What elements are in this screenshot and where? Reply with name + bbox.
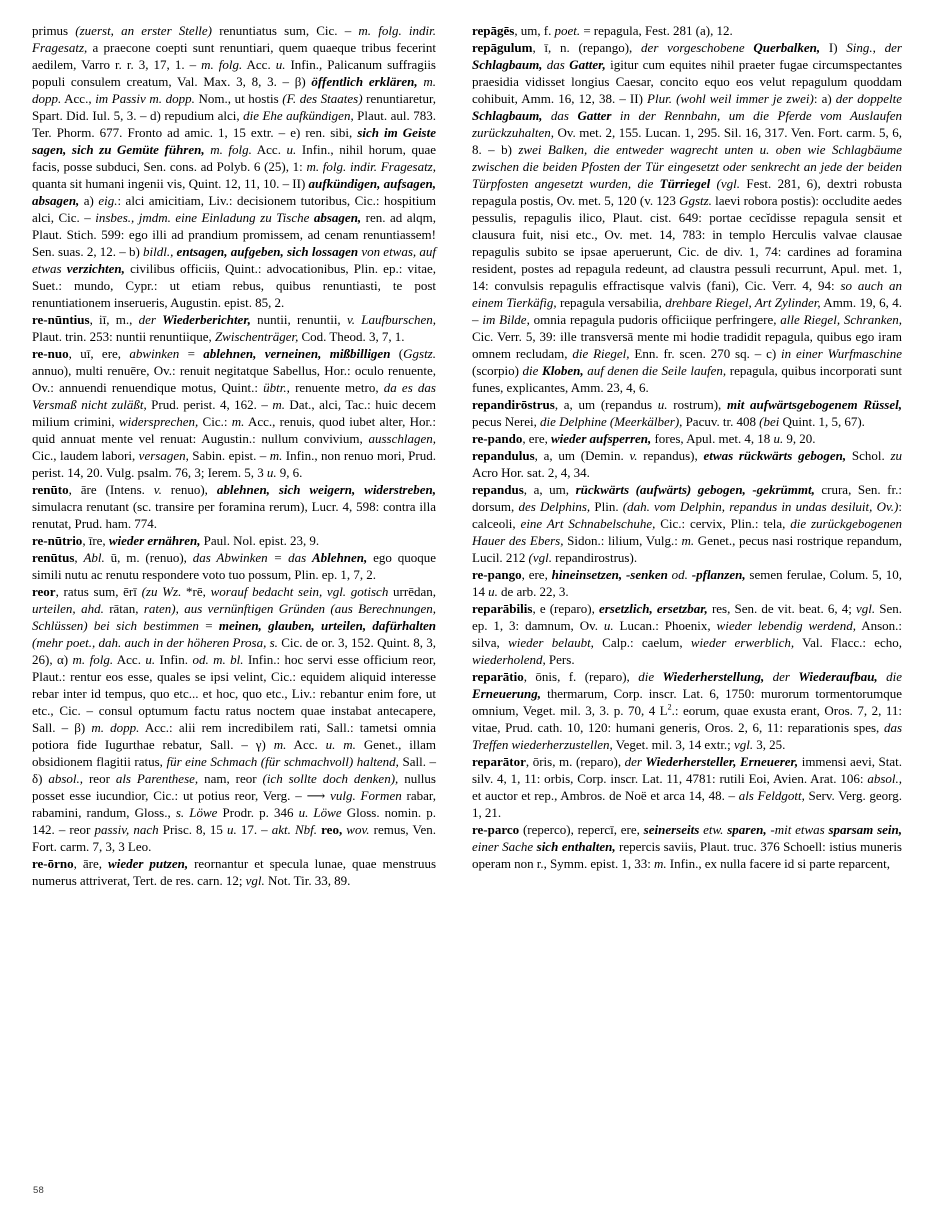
dictionary-entry: renūto, āre (Intens. v. renuo), ablehnen, sich weigern, widerstreben, simulacra renutant (sc. transire per foramina rerum), Lucr. 4, 598: contra illa renutat, Prud. ham. 774. — [32, 482, 437, 531]
dictionary-entry: re-pando, ere, wieder aufsperren, fores, Apul. met. 4, 18 u. 9, 20. — [472, 431, 816, 446]
dictionary-entry: reparābilis, e (reparo), ersetzlich, ersetzbar, res, Sen. de vit. beat. 6, 4; vgl. Sen. ep. 1, 3: damnum, Ov. u. Lucan.: Phoenix, wieder lebendig werdend, Anson.: silva, wieder belaubt, Calp.: caelum, wieder erwerblich, Val. Flacc.: echo, wiederholend, Pers. — [472, 601, 903, 667]
left-column — [32, 22, 436, 889]
dictionary-entry: re-pango, ere, hineinsetzen, -senken od. -pflanzen, semen ferulae, Colum. 5, 10, 14 u. de arb. 22, 3. — [472, 567, 902, 599]
dictionary-entry: repandus, a, um, rückwärts (aufwärts) gebogen, -gekrümmt, crura, Sen. fr.: dorsum, des Delphins, Plin. (dah. vom Delphin, repandus in undas desiluit, Ov.): calceoli, eine Art Schnabelschuhe, Cic.: cervix, Plin.: tela, die zurückgebogenen Hauer des Ebers, Sidon.: lilium, Vulg.: m. Genet., pecus nasi rostrique repandum, Lucil. 212 (vgl. repandirostrus). — [472, 482, 902, 565]
dictionary-entry: re-nūntius, iī, m., der Wiederberichter, nuntii, renuntii, v. Laufburschen, Plaut. trin. 253: nuntii renuntiique, Zwischenträger, Cod. Theod. 3, 7, 1. — [32, 312, 436, 344]
page-columns — [32, 22, 907, 889]
dictionary-entry: re-nuo, uī, ere, abwinken = ablehnen, verneinen, mißbilligen (Ggstz. annuo), multi renuēre, Ov.: renuit negitatque Sabellus, Hor.: oculo renuente, Ov.: annuendi renuendique motus, Quint.: übtr., renuente metro, da es das Versmaß nicht zuläßt, Prud. perist. 4, 162. – m. Dat., alci, Tac.: huic decem milium crimini, widersprechen, Cic.: m. Acc., renuis, quod iubet alter, Hor.: quid annuat mente vel renuat: Augustin.: nullum convivium, ausschlagen, Cic., laudem labori, versagen, Sabin. epist. – m. Infin., non renuo mori, Prud. perist. 14, 20. Vulg. psalm. 76, 3; Ierem. 5, 3 u. 9, 6. — [32, 346, 437, 480]
dictionary-entry: reor, ratus sum, ērī (zu Wz. *rē, worauf bedacht sein, vgl. gotisch urrēdan, urteilen, ahd. rātan, raten), aus vernünftigen Gründen (aus Berechnungen, Schlüssen) bei sich bestimmen = meinen, glauben, urteilen, dafürhalten (mehr poet., dah. auch in der höheren Prosa, s. Cic. de or. 3, 152. Quint. 8, 3, 26), α) m. folg. Acc. u. Infin. od. m. bl. Infin.: hoc servi esse officium reor, Plaut.: rentur eos esse, quales se ipsi velint, Cic.: equidem aliquid interesse rebar inter id tempus, quo etc... et hoc, quo etc., Liv.: rebantur enim fore, ut etc., Cic. – consul optumum factu ratus noctem quae instabat antecapere, Sall. – β) m. dopp. Acc.: alii rem incredibilem rati, Sall.: tametsi omnia potiora fide Iugurthae rebatur, Sall. – γ) m. Acc. u. m. Genet., illam obsidionem flagitii ratus, für eine Schmach (für schmachvoll) haltend, Sall. – δ) absol., reor als Parenthese, nam, reor (ich sollte doch denken), nullus posset esse iucundior, Cic.: ut potius reor, Verg. – ⟶ vulg. Formen rabar, rabamini, randum, Gloss., s. Löwe Prodr. p. 346 u. Löwe Gloss. nomin. p. 142. – reor passiv, nach Prisc. 8, 15 u. 17. – akt. Nbf. reo, wov. remus, Ven. Fort. carm. 7, 3, 3 Leo. — [32, 584, 437, 854]
page-folio-number: 58 — [33, 1185, 44, 1196]
dictionary-entry: renūtus, Abl. ū, m. (renuo), das Abwinken = das Ablehnen, ego quoque simili nutu ac renutu respondere voto tuo possum, Plin. ep. 1, 7, 2. — [32, 550, 436, 582]
dictionary-entry: repandirōstrus, a, um (repandus u. rostrum), mit aufwärtsgebogenem Rüssel, pecus Nerei, die Delphine (Meerkälber), Pacuv. tr. 408 (bei Quint. 1, 5, 67). — [472, 397, 902, 429]
dictionary-entry: repāgulum, ī, n. (repango), der vorgeschobene Querbalken, I) Sing., der Schlagbaum, das Gatter, igitur cum equites nihil praeter fugae circumspectantes praesidia vidisset longius Caesar, concito equo eos velut repagulum quoddam cohibuit, Amm. 16, 12, 38. – II) Plur. (wohl weil immer je zwei): a) der doppelte Schlagbaum, das Gatter in der Rennbahn, um die Pferde vom Auslaufen zurückzuhalten, Ov. met. 2, 155. Lucan. 1, 295. Sil. 16, 317. Ven. Fort. carm. 5, 6, 8. – b) zwei Balken, die entweder wagrecht unten u. oben wie Schlagbäume zwischen die beiden Pfosten der Tür eingesetzt oder senkrecht an jede der beiden Türpfosten angesetzt wurden, die Türriegel (vgl. Fest. 281, 6), dextri robusta repagula postis, Ov. met. 5, 120 (v. 123 Ggstz. laevi robora postis): occludite aedes pessulis, repagulis ilico, Plaut. cist. 649: portae cecĭdisse repagula sensit et clausura fuit, nisi etc., Ov. met. 14, 783: in templo Herculis valvae clausae repagulis subito se ipsae aperuerunt, Cic. de div. 1, 74: cardines ad foramina resident, postes ad repagula redeunt, ad claustra pessuli recurrunt, Apul. met. 1, 14: convulsis repagulis effractisque valvis (fani), Cic. Verr. 4, 94: so auch an einem Tierkäfig, repagula versabilia, drehbare Riegel, Art Zylinder, Amm. 19, 6, 4. – im Bilde, omnia repagula pudoris officiique perfringere, alle Riegel, Schranken, Cic. Verr. 5, 39: ille transversā mente mi hodie tradidit repagula, quibus ego iram omnem recludam, die Riegel, Enn. fr. scen. 270 sq. – c) in einer Wurfmaschine (scorpio) die Kloben, auf denen die Seile laufen, repagula, quibus incorporati sunt funes, explicantes, Amm. 23, 4, 6. — [472, 40, 903, 395]
dictionary-entry: repāgēs, um, f. poet. = repagula, Fest. 281 (a), 12. — [472, 23, 733, 38]
dictionary-entry: reparātio, ōnis, f. (reparo), die Wiederherstellung, der Wiederaufbau, die Erneuerung, thermarum, Corp. inscr. Lat. 6, 1750: murorum tormentorumque omnium, Veget. mil. 3, 3. p. 70, 4 $L^2$.: eorum, quae exusta erant, Oros. 7, 2, 11: vitae, Prud. cath. 10, 120: humani generis, Oros. 2, 6, 11: reparationis spes, das Treffen wiederherzustellen, Veget. mil. 3, 14 extr.; vgl. 3, 25. — [472, 669, 902, 752]
dictionary-entry: re-nūtrio, īre, wieder ernähren, Paul. Nol. epist. 23, 9. — [32, 533, 320, 548]
dictionary-entry: re-ōrno, āre, wieder putzen, reornantur et specula lunae, quae menstruus numerus attriverat, Tert. de res. carn. 12; vgl. Not. Tir. 33, 89. — [32, 856, 436, 888]
dictionary-entry: re-parco (reperco), repercī, ere, seinerseits etw. sparen, -mit etwas sparsam sein, einer Sache sich enthalten, repercis saviis, Plaut. truc. 376 Schoell: istius muneris operam non r., Symm. epist. 1, 33: m. Infin., ex nulla facere id si parte reparcent, — [472, 822, 902, 871]
dictionary-entry: reparātor, ōris, m. (reparo), der Wiederhersteller, Erneuerer, immensi aevi, Stat. silv. 4, 1, 11: orbis, Corp. inscr. Lat. 11, 4781: rutili Eoi, Avien. Arat. 106: absol., et auctor et rep., Ambros. de Noë et arca 14, 48. – als Feldgott, Serv. Verg. georg. 1, 21. — [472, 754, 902, 820]
dictionary-entry: repandulus, a, um (Demin. v. repandus), etwas rückwärts gebogen, Schol. zu Acro Hor. sat. 2, 4, 34. — [472, 448, 902, 480]
right-column — [472, 22, 902, 872]
entry-continuation: primus (zuerst, an erster Stelle) renuntiatus sum, Cic. – m. folg. indir. Fragesatz, a praecone coepti sunt renuntiari, quem quaeque tribus fecerint aedilem, Varro r. r. 3, 17, 1. – m. folg. Acc. u. Infin., Palicanum suffragiis populi consulem creatum, Val. Max. 3, 8, 3. – β) öffentlich erklären, m. dopp. Acc., im Passiv m. dopp. Nom., ut hostis (F. des Staates) renuntiaretur, Spart. Did. Iul. 5, 3. – d) repudium alci, die Ehe aufkündigen, Plaut. aul. 783. Ter. Phorm. 677. Fronto ad amic. 1, 15 extr. – e) ren. sibi, sich im Geiste sagen, sich zu Gemüte führen, m. folg. Acc. u. Infin., nihil horum, quae facis, posse subduci, Sen. cons. ad Polyb. 6 (25), 1: m. folg. indir. Fragesatz, quanta sit humani ingenii vis, Quint. 12, 11, 10. – II) aufkündigen, aufsagen, absagen, a) eig.: alci amicitiam, Liv.: decisionem tutoribus, Cic.: hospitium alci, Cic. – insbes., jmdm. eine Einladung zu Tische absagen, ren. ad alqm, Plaut. Stich. 599: ego illi ad prandium promissem, ad cenam renuntiassem! Sen. suas. 2, 12. – b) bildl., entsagen, aufgeben, sich lossagen von etwas, auf etwas verzichten, civilibus officiis, Quint.: advocationibus, Plin. ep.: vitae, Suet.: mundo, Cypr.: ut etiam rebus, quibus renuntiasti, te post renuntiationem inserueris, Augustin. epist. 85, 2. — [32, 23, 437, 310]
